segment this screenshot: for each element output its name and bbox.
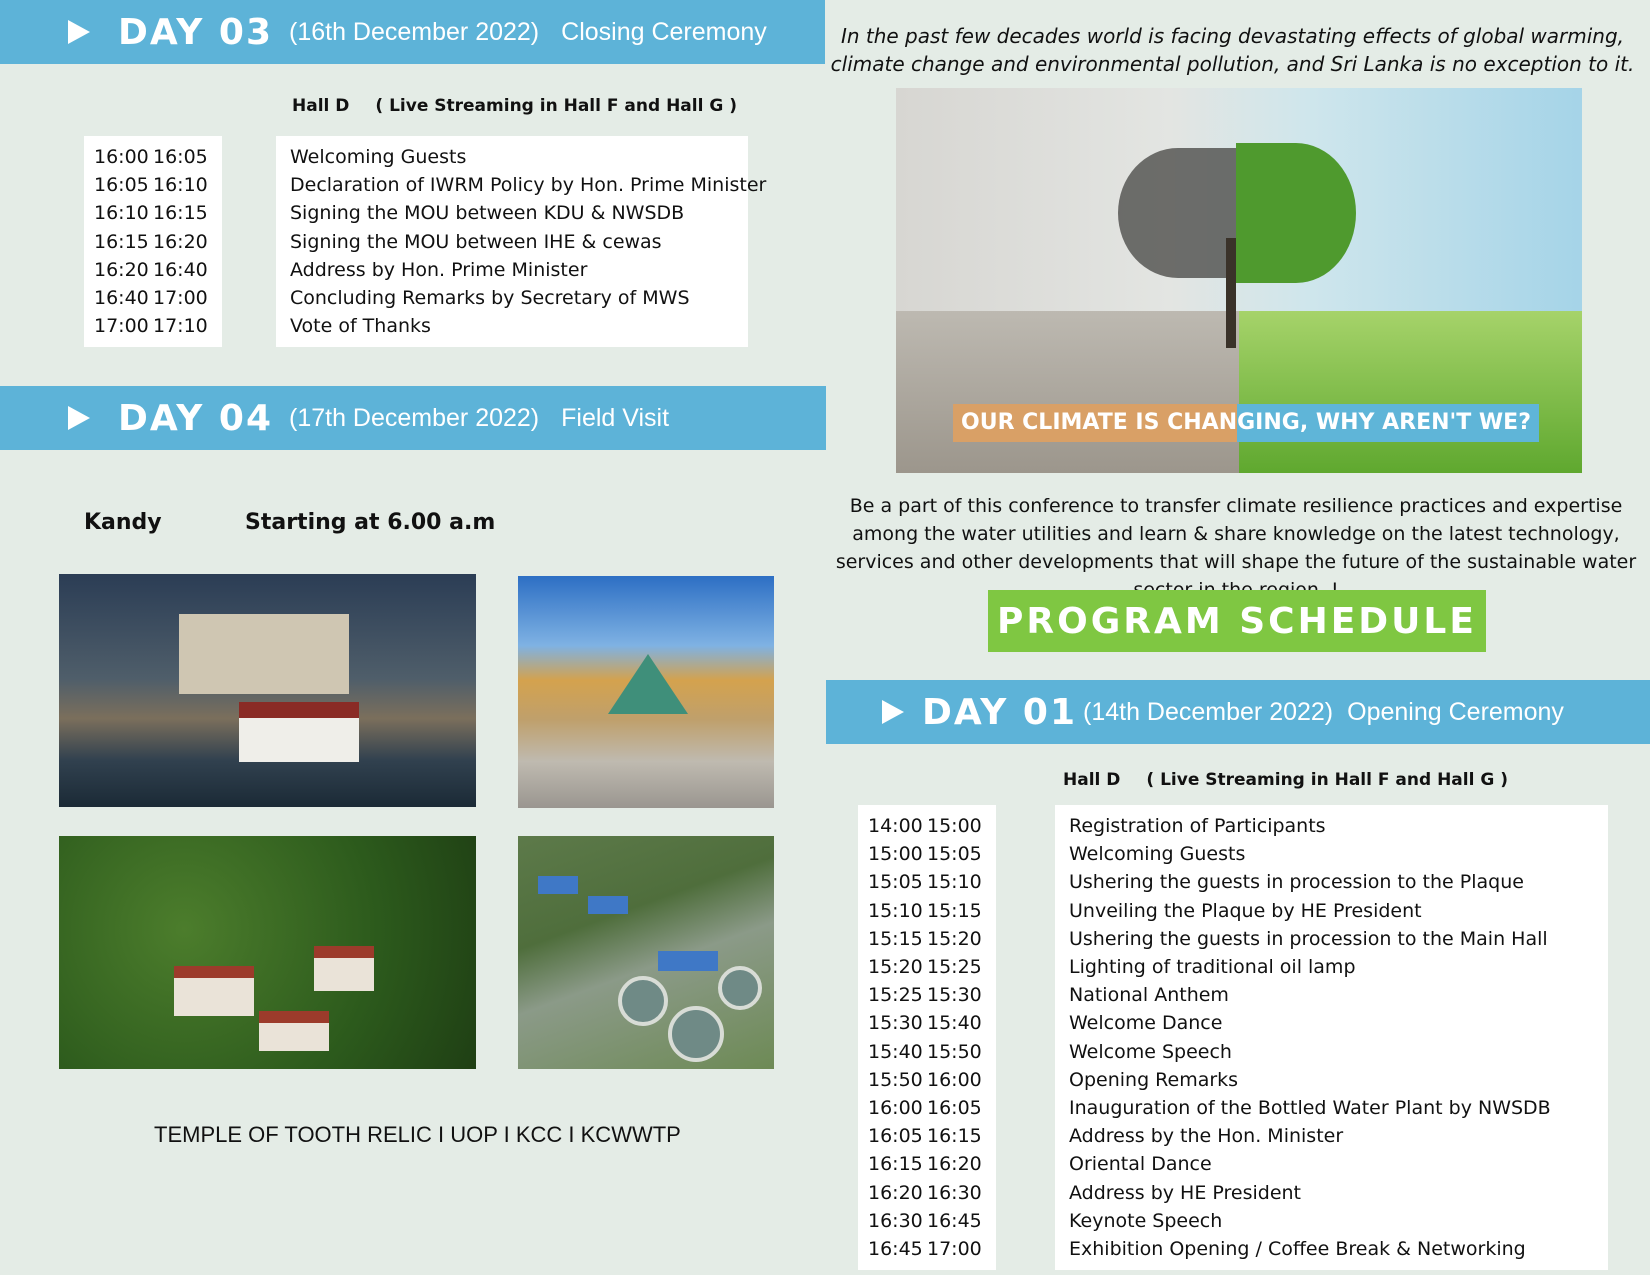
start-time: 15:30 (868, 1012, 923, 1035)
start-time: 16:30 (868, 1209, 923, 1232)
schedule-activity: Signing the MOU between KDU & NWSDB (290, 202, 685, 225)
start-time: 15:50 (868, 1068, 923, 1091)
schedule-activity: Welcome Speech (1069, 1040, 1232, 1063)
end-time: 16:05 (927, 1096, 982, 1119)
start-time: 16:15 (94, 230, 149, 253)
end-time: 15:15 (927, 899, 982, 922)
start-time: 16:00 (868, 1096, 923, 1119)
schedule-activity: Declaration of IWRM Policy by Hon. Prime Minister (290, 174, 767, 197)
end-time: 16:20 (927, 1153, 982, 1176)
schedule-activity: Address by HE President (1069, 1181, 1302, 1204)
schedule-activity: Concluding Remarks by Secretary of MWS (290, 287, 690, 310)
schedule-time-row (868, 1207, 986, 1235)
schedule-time-row (868, 953, 986, 981)
schedule-activity: Registration of Participants (1069, 815, 1326, 838)
end-time: 16:45 (927, 1209, 982, 1232)
start-time: 15:20 (868, 956, 923, 979)
schedule-activity: National Anthem (1069, 984, 1229, 1007)
schedule-time-row (868, 1235, 986, 1263)
end-time: 16:10 (153, 174, 208, 197)
start-time: 14:00 (868, 815, 923, 838)
schedule-time-row (868, 925, 986, 953)
start-time: 16:10 (94, 202, 149, 225)
schedule-activity: Opening Remarks (1069, 1068, 1239, 1091)
day03-label: DAY 03 (118, 11, 273, 53)
schedule-activity: Oriental Dance (1069, 1153, 1212, 1176)
aerial-estate-photo (59, 836, 476, 1069)
day03-header (0, 0, 825, 64)
start-time: 16:05 (868, 1125, 923, 1148)
day01-times-column (858, 805, 996, 1270)
day01-label: DAY 01 (922, 691, 1077, 733)
end-time: 16:20 (153, 230, 208, 253)
climate-tree-image (896, 88, 1582, 473)
start-time: 16:20 (94, 258, 149, 281)
schedule-time-row (868, 812, 986, 840)
schedule-time-row (868, 897, 986, 925)
end-time: 15:50 (927, 1040, 982, 1063)
start-time: 15:40 (868, 1040, 923, 1063)
schedule-activity: Exhibition Opening / Coffee Break & Networking (1069, 1237, 1526, 1260)
schedule-time-row (868, 1094, 986, 1122)
end-time: 16:15 (927, 1125, 982, 1148)
schedule-activity: Welcoming Guests (1069, 843, 1246, 866)
program-schedule-title: PROGRAM SCHEDULE (988, 590, 1486, 652)
start-time: 16:15 (868, 1153, 923, 1176)
day03-streaming: ( Live Streaming in Hall F and Hall G ) (375, 96, 737, 116)
end-time: 15:00 (927, 815, 982, 838)
start-time: 16:00 (94, 146, 149, 169)
schedule-activity: Address by the Hon. Minister (1069, 1125, 1344, 1148)
schedule-time-row (94, 284, 212, 312)
day04-date: (17th December 2022) (289, 403, 540, 432)
day01-streaming: ( Live Streaming in Hall F and Hall G ) (1146, 770, 1508, 790)
day03-activities-column (276, 136, 767, 347)
day03-times-column (84, 136, 222, 347)
start-time: 17:00 (94, 315, 149, 338)
schedule-time-row (868, 1122, 986, 1150)
schedule-time-row (868, 1009, 986, 1037)
intro-text: In the past few decades world is facing devastating effects of global warming, climate change and environmental pollution, and Sri Lanka is no exception to it. (830, 24, 1635, 76)
end-time: 16:40 (153, 258, 208, 281)
schedule-time-row (94, 312, 212, 340)
end-time: 17:10 (153, 315, 208, 338)
schedule-time-row (868, 1150, 986, 1178)
schedule-time-row (94, 199, 212, 227)
day04-event: Field Visit (561, 403, 670, 432)
day01-activities-column (1055, 805, 1608, 1270)
climate-banner-part2: GING, WHY AREN'T WE? (1237, 404, 1539, 442)
day01-date: (14th December 2022) (1083, 697, 1334, 726)
schedule-time-row (94, 256, 212, 284)
schedule-activity: Signing the MOU between IHE & cewas (290, 230, 662, 253)
field-visit-sites: TEMPLE OF TOOTH RELIC I UOP I KCC I KCWWTP (154, 1122, 681, 1147)
end-time: 15:25 (927, 956, 982, 979)
day03-hall-line (292, 96, 737, 116)
end-time: 15:40 (927, 1012, 982, 1035)
start-time: 15:15 (868, 927, 923, 950)
end-time: 17:00 (153, 287, 208, 310)
day04-header (0, 386, 826, 450)
schedule-activity: Inauguration of the Bottled Water Plant by NWSDB (1069, 1096, 1551, 1119)
end-time: 16:00 (927, 1068, 982, 1091)
start-time: 16:20 (868, 1181, 923, 1204)
schedule-activity: Ushering the guests in procession to the Plaque (1069, 871, 1524, 894)
schedule-time-row (868, 840, 986, 868)
schedule-activity: Vote of Thanks (290, 315, 431, 338)
day03-event: Closing Ceremony (561, 17, 767, 46)
university-building-photo (518, 576, 774, 808)
end-time: 15:10 (927, 871, 982, 894)
play-arrow-icon (68, 20, 90, 44)
start-time: 16:40 (94, 287, 149, 310)
schedule-time-row (868, 868, 986, 896)
end-time: 16:15 (153, 202, 208, 225)
climate-banner-part1: OUR CLIMATE IS CHAN (953, 404, 1237, 442)
schedule-time-row (94, 171, 212, 199)
end-time: 17:00 (927, 1237, 982, 1260)
schedule-activity: Address by Hon. Prime Minister (290, 258, 588, 281)
schedule-activity: Keynote Speech (1069, 1209, 1223, 1232)
day01-hall: Hall D (1063, 770, 1121, 790)
day03-hall: Hall D (292, 96, 350, 116)
end-time: 16:30 (927, 1181, 982, 1204)
schedule-time-row (868, 1066, 986, 1094)
play-arrow-icon (882, 700, 904, 724)
schedule-activity: Unveiling the Plaque by HE President (1069, 899, 1422, 922)
start-time: 15:10 (868, 899, 923, 922)
schedule-activity: Lighting of traditional oil lamp (1069, 956, 1356, 979)
start-time: 15:00 (868, 843, 923, 866)
start-time: 15:05 (868, 871, 923, 894)
end-time: 15:30 (927, 984, 982, 1007)
schedule-activity: Welcome Dance (1069, 1012, 1223, 1035)
schedule-time-row (94, 228, 212, 256)
schedule-time-row (868, 1038, 986, 1066)
end-time: 15:05 (927, 843, 982, 866)
day03-date: (16th December 2022) (289, 17, 540, 46)
start-time: 16:05 (94, 174, 149, 197)
schedule-activity: Welcoming Guests (290, 146, 467, 169)
day01-header (826, 680, 1650, 744)
schedule-time-row (868, 981, 986, 1009)
climate-banner (953, 404, 1539, 442)
play-arrow-icon (68, 406, 90, 430)
schedule-activity: Ushering the guests in procession to the Main Hall (1069, 927, 1548, 950)
water-treatment-plant-photo (518, 836, 774, 1069)
day04-label: DAY 04 (118, 397, 273, 439)
start-time: 15:25 (868, 984, 923, 1007)
schedule-time-row (94, 143, 212, 171)
end-time: 16:05 (153, 146, 208, 169)
day01-hall-line (1063, 770, 1508, 790)
schedule-time-row (868, 1178, 986, 1206)
field-visit-location: Kandy (84, 510, 162, 535)
start-time: 16:45 (868, 1237, 923, 1260)
day01-event: Opening Ceremony (1347, 697, 1564, 726)
temple-of-tooth-photo (59, 574, 476, 807)
conference-description: Be a part of this conference to transfer climate resilience practices and expertise among the water utilities and learn & share knowledge on the latest technology, services and other developments that will shape the future of the sustainable water (835, 495, 1637, 573)
field-visit-start-time: Starting at 6.00 a.m (245, 510, 496, 535)
end-time: 15:20 (927, 927, 982, 950)
